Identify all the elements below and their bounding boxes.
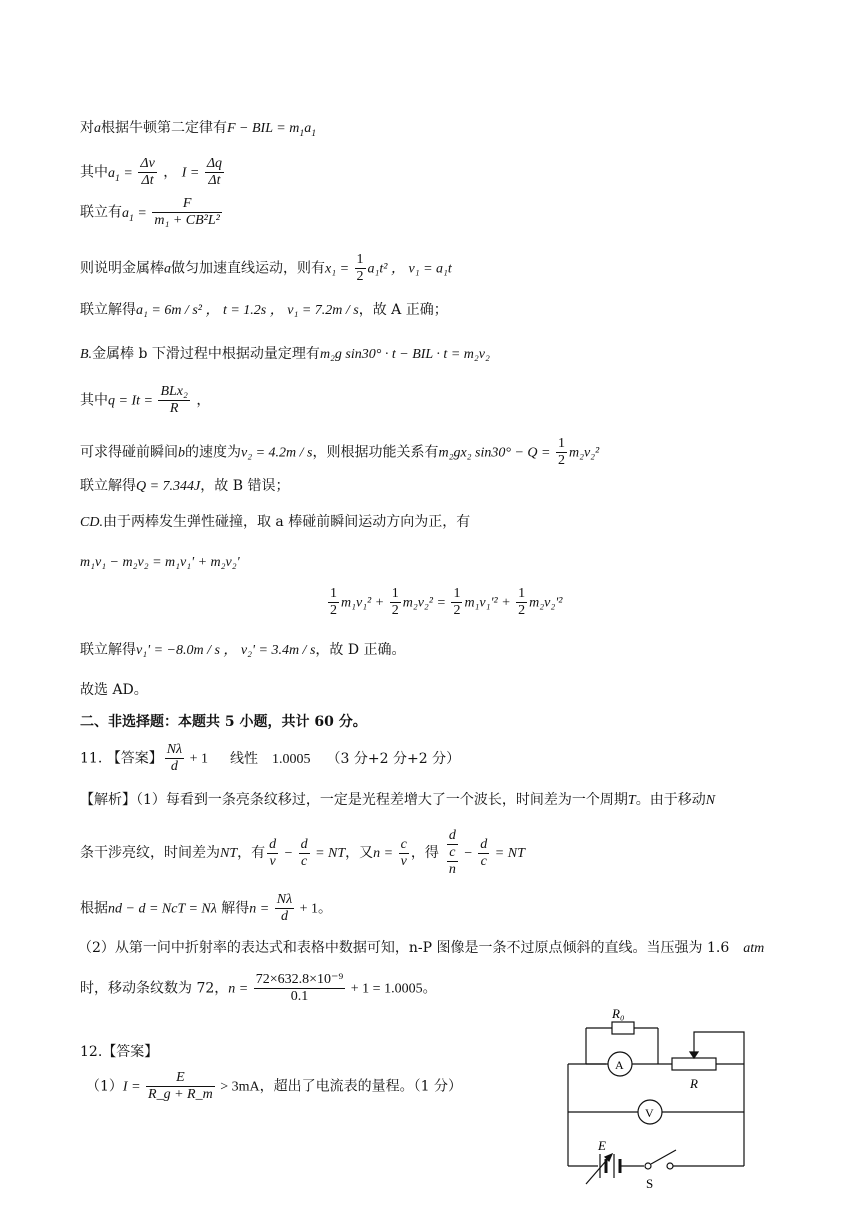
equation: = NT: [311, 846, 346, 862]
equation: n =: [373, 846, 397, 862]
equation: m₁v₁'²: [464, 595, 498, 611]
equation: F − BIL = $m_1a_1$: [227, 121, 317, 139]
text: （2）从第一问中折射率的表达式和表格中数据可知，n-P 图像是一条不过原点倾斜的直线。当压强为 1.6: [78, 940, 730, 956]
line-answer-12-1: [86, 1070, 462, 1103]
switch-label: S: [646, 1176, 654, 1191]
equation: +: [371, 595, 388, 611]
line-momentum-theorem: [80, 346, 490, 364]
equation: q = It =: [108, 393, 157, 409]
line-charge: [80, 384, 210, 417]
fraction: $\frac{c}{v}$: [400, 836, 407, 869]
line-elastic-collision: [80, 514, 470, 532]
equation: I =: [122, 1079, 145, 1095]
text: 线性: [230, 750, 259, 767]
text: 联立有: [80, 204, 122, 221]
fraction: $\frac{F}{\text{m₁ + CB²L²}}$: [154, 196, 220, 229]
line-analysis-11-3: [80, 892, 332, 925]
line-energy-relation: [80, 436, 599, 469]
symbol: a: [94, 121, 101, 136]
equation: m₁v₁ − m₂v₂ = m₁v₁' + m₂v₂': [80, 555, 240, 570]
symbol: b: [178, 445, 185, 461]
equation: = NT: [491, 846, 525, 862]
fraction: $\frac{1}{2}$: [391, 586, 399, 619]
fraction: $\frac{\text{BLx₂}}{R}$: [160, 384, 188, 417]
text: 金属棒 b 下滑过程中根据动量定理有: [92, 346, 320, 362]
line-analysis-11-4: [78, 940, 764, 958]
label: B.: [80, 347, 93, 362]
text: （3 分+2 分+2 分）: [326, 750, 461, 767]
line-analysis-11-2: [80, 828, 525, 878]
text: 根据: [80, 900, 108, 917]
equation: =: [432, 595, 450, 611]
equation: I =: [181, 165, 203, 181]
equation: > 3mA: [216, 1079, 260, 1095]
equation: $a_1$ =: [122, 205, 151, 224]
text: 二、非选择题：本题共 5 小题，共计 60 分。: [80, 714, 367, 730]
text: 解得: [216, 900, 250, 917]
line-acceleration-definition: [80, 156, 226, 189]
label: CD.: [80, 515, 103, 530]
text: 。由于移动: [635, 792, 706, 808]
equation: $a_1$ =: [108, 165, 137, 184]
text: ，则根据功能关系有: [312, 444, 439, 461]
line-solve-velocities: [80, 642, 406, 660]
ammeter-label: A: [615, 1058, 624, 1072]
symbol: N: [705, 793, 716, 808]
text: （1）: [86, 1078, 123, 1095]
text: 联立解得: [80, 478, 136, 494]
text: 其中: [80, 164, 108, 181]
fraction: $\frac{N\lambda}{d}$: [276, 892, 293, 925]
text: 故选 AD。: [80, 682, 148, 698]
text: ，故 B 错误；: [200, 478, 290, 494]
equation: −: [459, 846, 477, 862]
text: 可求得碰前瞬间: [80, 444, 178, 461]
fraction: $\frac{N\lambda}{d}$: [166, 742, 183, 775]
equation: x₁ =: [325, 261, 353, 277]
line-momentum-conservation: [80, 554, 240, 572]
text: 1.0005: [272, 751, 311, 767]
fraction: $\frac{1}{2}$: [330, 586, 337, 619]
text: ，超出了电流表的量程。（1 分）: [259, 1078, 462, 1095]
equation: a₁ = 6m / s² ， t = 1.2s ， v₁ = 7.2m / s: [136, 303, 359, 318]
fraction: $\frac{d}{v}$: [269, 836, 277, 869]
equation: +: [497, 595, 515, 611]
text: 其中: [80, 392, 108, 409]
text: 联立解得: [80, 642, 136, 658]
line-analysis-11-1: [80, 792, 715, 810]
symbol: T: [627, 793, 636, 808]
equation: a₁t²: [367, 261, 388, 277]
text: 条干涉亮纹，时间差为: [80, 845, 220, 862]
text: 对: [80, 120, 94, 136]
fraction: $\frac{\Delta q}{\Delta t}$: [206, 156, 223, 189]
text: 的速度为: [185, 444, 241, 461]
text: 时，移动条纹数为 72，: [80, 980, 229, 997]
equation: + 1: [296, 901, 319, 917]
line-answer-ad: [80, 682, 148, 699]
line-answer-12-heading: [80, 1044, 158, 1061]
voltmeter-label: V: [645, 1106, 654, 1120]
fraction: $\frac{1}{2}$: [453, 586, 461, 619]
line-newton-law: [80, 120, 316, 138]
text: ，得: [410, 845, 439, 862]
equation: m₂gx₂ sin30° − Q =: [438, 445, 554, 461]
text: 【解析】（1）每看到一条亮条纹移过，一定是光程差增大了一个波长，时间差为一个周期: [80, 792, 628, 808]
line-combined-acceleration: [80, 196, 224, 229]
fraction: $\frac{E}{R\_g + R\_m}$: [148, 1070, 213, 1103]
equation: ， v₁ = a₁t: [387, 261, 452, 277]
fraction: $\frac{1}{2}$: [518, 586, 526, 619]
text: ，: [158, 164, 182, 181]
fraction: $\frac{1}{2}$: [356, 252, 364, 285]
equation: m₂v₂²: [568, 445, 600, 461]
rheostat-label: R: [690, 1076, 698, 1091]
symbol: NT: [220, 846, 238, 862]
text: ，故 A 正确；: [358, 302, 448, 318]
equation: m₂v₂²: [402, 595, 433, 611]
text: ，故 D 正确。: [315, 642, 406, 658]
line-energy-conservation: [326, 586, 562, 619]
equation: m₁v₁²: [341, 595, 372, 611]
equation: n =: [228, 981, 252, 997]
text: 做匀加速直线运动，则有: [171, 260, 325, 277]
text: 则说明金属棒: [80, 260, 164, 277]
fraction: $\frac{\Delta v}{\Delta t}$: [140, 156, 155, 189]
fraction: d c n: [448, 828, 456, 878]
text: 联立解得: [80, 302, 136, 318]
line-solve-q: [80, 478, 289, 496]
fraction: $\frac{\text{72×632.8×10⁻⁹}}{0.1}$: [255, 972, 344, 1005]
line-analysis-11-5: [80, 972, 437, 1005]
fraction: $\frac{d}{c}$: [480, 836, 488, 869]
line-answer-11: [80, 742, 460, 775]
text: 根据牛顿第二定律有: [101, 120, 227, 136]
unit: atm: [743, 941, 765, 956]
equation: m₂g sin30° · t − BIL · t = m₂v₂: [319, 347, 490, 362]
symbol: a: [164, 261, 171, 277]
section-heading: [80, 714, 367, 731]
fraction: $\frac{1}{2}$: [557, 436, 565, 469]
text: ，: [191, 392, 211, 409]
equation: + 1 = 1.0005: [347, 981, 423, 997]
line-uniform-acceleration: [80, 252, 452, 285]
r0-label: R₀: [612, 1006, 625, 1021]
text: ，有: [237, 845, 266, 862]
text: 由于两棒发生弹性碰撞，取 a 棒碰前瞬间运动方向为正，有: [102, 514, 471, 530]
equation: n =: [249, 901, 273, 917]
text: 12.【答案】: [80, 1044, 159, 1060]
equation: Q = 7.344J: [136, 479, 201, 494]
text: 11. 【答案】: [80, 750, 163, 767]
emf-label: E: [598, 1138, 606, 1153]
circuit-diagram: [556, 1002, 756, 1202]
equation: v₁' = −8.0m / s ， v₂' = 3.4m / s: [136, 643, 316, 658]
text: 。: [422, 980, 437, 997]
equation: nd − d = NcT = Nλ: [108, 901, 217, 917]
equation: v₂ = 4.2m / s: [241, 445, 313, 461]
text: ，又: [345, 845, 374, 862]
fraction: $\frac{d}{c}$: [300, 836, 308, 869]
equation: −: [280, 846, 297, 862]
equation: m₂v₂'²: [529, 595, 563, 611]
line-solve-a1: [80, 302, 448, 320]
text: 。: [318, 900, 333, 917]
text: + 1: [186, 751, 209, 767]
